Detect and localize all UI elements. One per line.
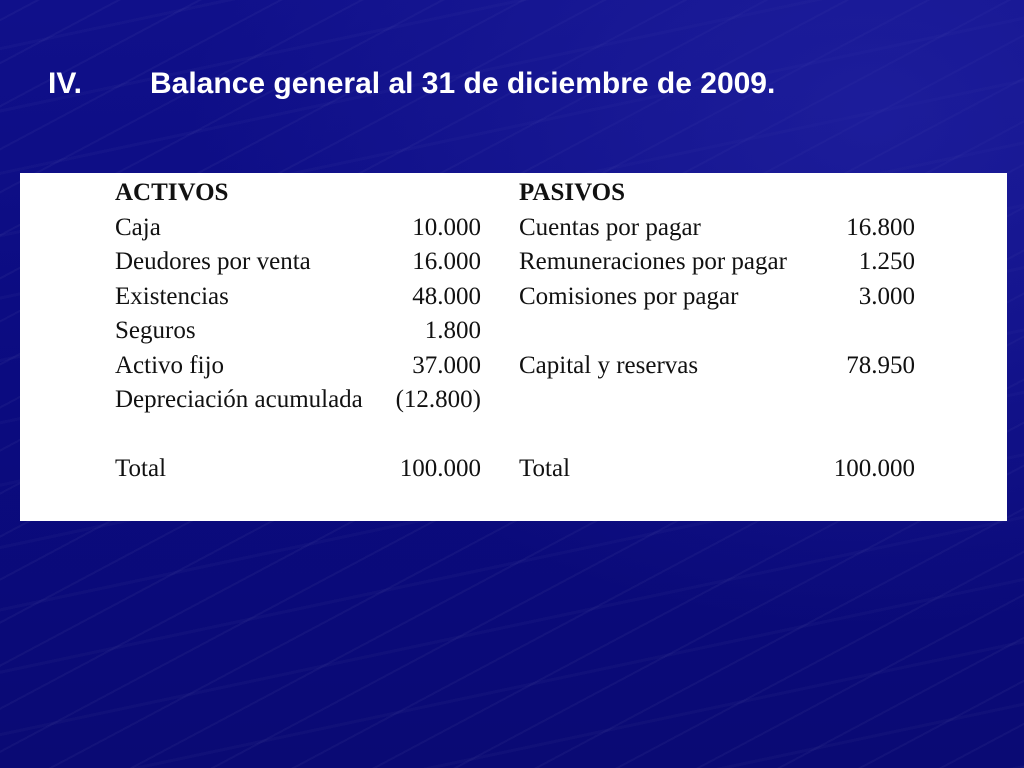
pasivos-header: PASIVOS [519,179,626,206]
row-label: Cuentas por pagar [519,213,701,241]
pasivos-header-row [519,176,915,211]
row-value: 10.000 [412,213,481,241]
table-row [519,245,915,280]
pasivos-column [519,176,915,487]
row-value: 16.800 [846,213,915,241]
activos-total-row [115,452,481,487]
table-row [115,211,481,246]
row-value: 48.000 [412,282,481,310]
balance-sheet [20,173,1007,521]
row-label: Comisiones por pagar [519,282,739,310]
table-row [115,245,481,280]
activos-column [115,176,481,487]
table-row [115,383,481,418]
table-row [519,349,915,384]
blank-row [519,418,915,453]
total-label: Total [115,455,167,482]
row-value: 1.250 [858,248,915,275]
blank-row [115,418,481,453]
row-label: Caja [115,213,161,241]
row-label: Remuneraciones por pagar [519,248,787,275]
row-value: 3.000 [858,282,915,310]
title-period: . [767,67,776,100]
table-row [519,280,915,315]
pasivos-total-row [519,452,915,487]
row-value: 37.000 [412,351,481,379]
row-label: Activo fijo [115,351,225,379]
table-row [519,211,915,246]
row-value: (12.800) [395,386,481,413]
activos-header-row [115,176,481,211]
blank-row [519,314,915,349]
table-row [115,280,481,315]
slide-title [48,66,775,102]
row-label: Seguros [115,317,196,344]
row-label: Deudores por venta [115,248,311,275]
title-text: Balance general al 31 de diciembre de 2009 [150,67,767,100]
row-label: Existencias [115,282,229,310]
activos-header: ACTIVOS [115,179,229,206]
total-value: 100.000 [399,455,481,482]
table-row [115,349,481,384]
table-row [115,314,481,349]
section-number: IV. [48,67,82,100]
total-value: 100.000 [833,455,915,482]
total-label: Total [519,455,571,482]
row-value: 1.800 [424,317,481,344]
row-value: 16.000 [412,248,481,275]
blank-row [519,383,915,418]
row-label: Depreciación acumulada [115,386,363,413]
row-label: Capital y reservas [519,351,699,379]
row-value: 78.950 [846,351,915,379]
